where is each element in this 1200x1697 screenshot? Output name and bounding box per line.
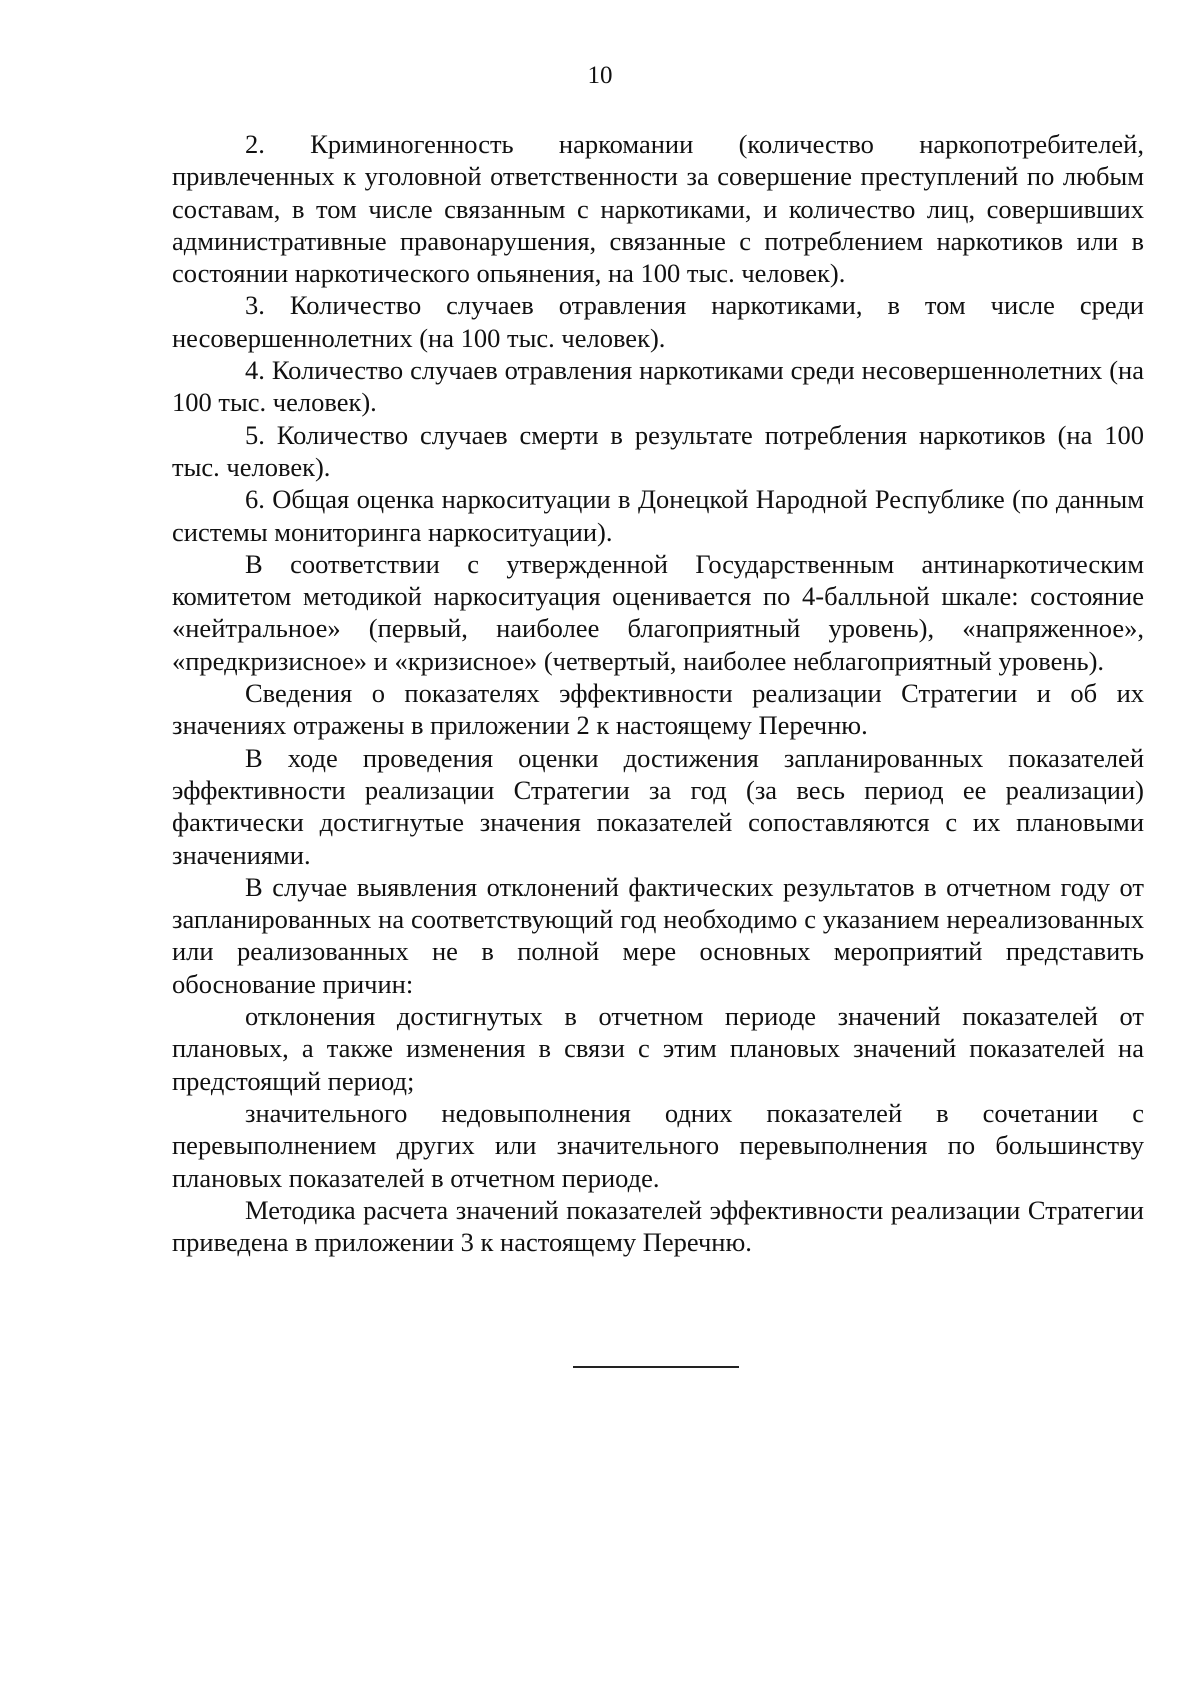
- closing-rule: [573, 1366, 739, 1368]
- paragraph: В случае выявления отклонений фактических результатов в отчетном году от запланированных на соответствующий год необходимо с указанием нереализованных или реализованных не в полной мере основных мероприятий представить обоснование причин:: [172, 871, 1144, 999]
- paragraph: 4. Количество случаев отравления наркотиками среди несовершеннолетних (на 100 тыс. человек).: [172, 355, 1144, 418]
- paragraph: 5. Количество случаев смерти в результате потребления наркотиков (на 100 тыс. человек).: [172, 419, 1144, 482]
- paragraph: отклонения достигнутых в отчетном периоде значений показателей от плановых, а также изменения в связи с этим плановых значений показателей на предстоящий период;: [172, 1001, 1144, 1096]
- page-number: 10: [587, 62, 613, 89]
- paragraph: 3. Количество случаев отравления наркотиками, в том числе среди несовершеннолетних (на 100 тыс. человек).: [172, 290, 1144, 353]
- paragraph: значительного недовыполнения одних показателей в сочетании с перевыполнением других или значительного перевыполнения по большинству плановых показателей в отчетном периоде.: [172, 1097, 1144, 1193]
- paragraph: В ходе проведения оценки достижения запланированных показателей эффективности реализации Стратегии за год (за весь период ее реализации) фактически достигнутые значения показателей сопоставляются с их плановыми значениями.: [172, 742, 1144, 870]
- paragraph: 2. Криминогенность наркомании (количество наркопотребителей, привлеченных к уголовной ответственности за совершение преступлений по любым составам, в том числе связанным с наркотиками, и количество лиц, совершивших административные правонарушения, связанные с потреблением наркотиков или в состоянии наркотического опьянения, на 100 тыс. человек).: [172, 129, 1144, 289]
- paragraph: В соответствии с утвержденной Государственным антинаркотическим комитетом методикой наркоситуация оценивается по 4-балльной шкале: состояние «нейтральное» (первый, наиболее благоприятный уровень), «напряженное», «предкризисное» и «кризисное» (четвертый, наиболее неблагоприятный уровень).: [172, 548, 1144, 676]
- document-body: [172, 128, 1144, 1258]
- paragraph: 6. Общая оценка наркоситуации в Донецкой Народной Республике (по данным системы мониторинга наркоситуации).: [172, 484, 1144, 547]
- paragraph: Сведения о показателях эффективности реализации Стратегии и об их значениях отражены в приложении 2 к настоящему Перечню.: [172, 678, 1144, 741]
- paragraph: Методика расчета значений показателей эффективности реализации Стратегии приведена в приложении 3 к настоящему Перечню.: [172, 1194, 1144, 1258]
